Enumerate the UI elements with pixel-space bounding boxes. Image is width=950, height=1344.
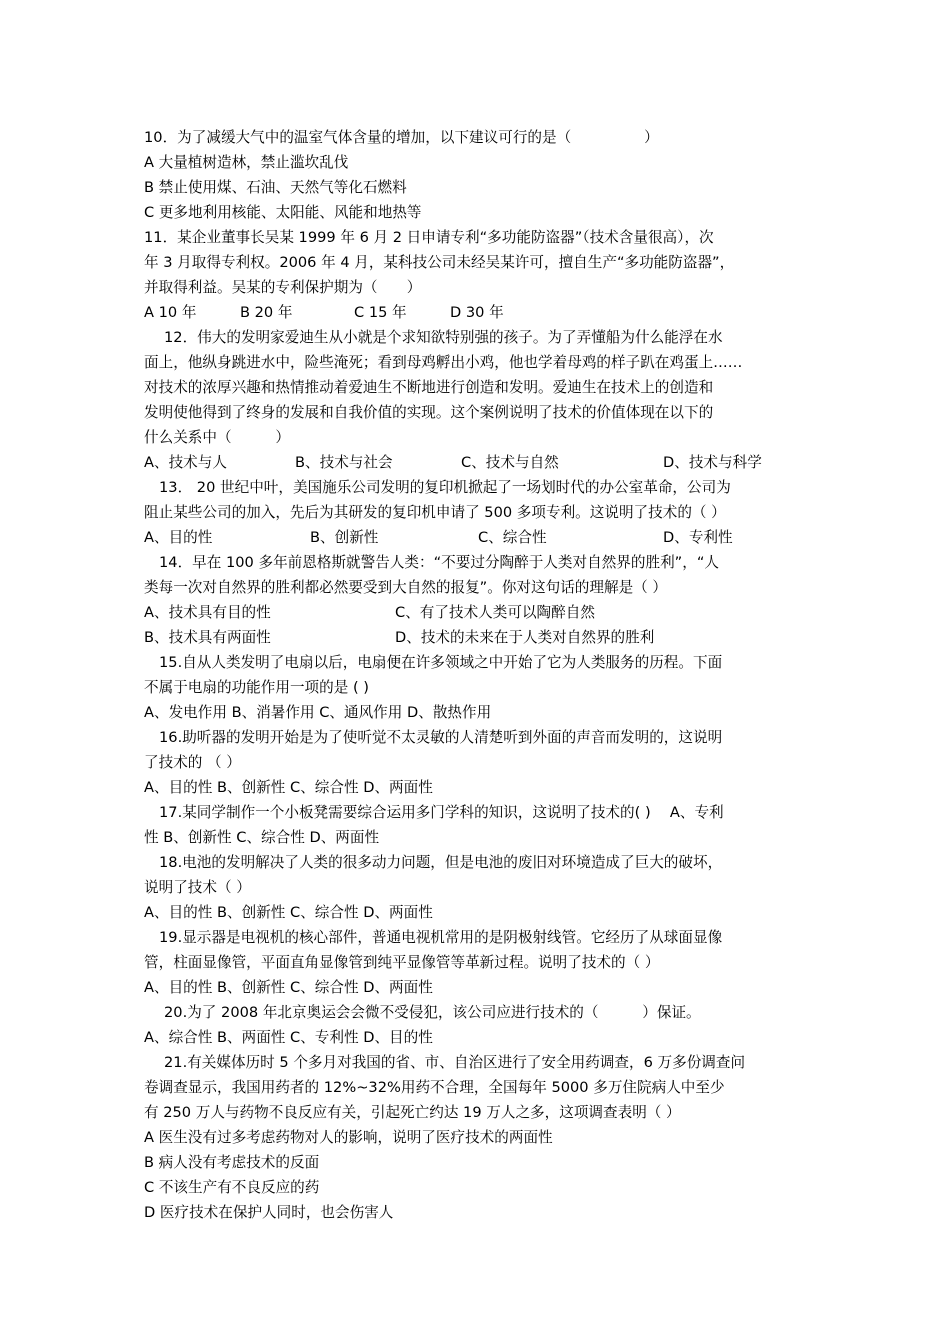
q10-option-c: C 更多地利用核能、太阳能、风能和地热等 [144, 204, 422, 221]
q12-option-b: B、技术与社会 [295, 454, 393, 471]
q21-line-2: 卷调查显示，我国用药者的 12%~32%用药不合理，全国每年 5000 多万住院病人中至少 [144, 1079, 725, 1096]
q14-option-c: C、有了技术人类可以陶醉自然 [395, 604, 595, 621]
q15-line-1: 15.自从人类发明了电扇以后，电扇便在许多领域之中开始了它为人类服务的历程。下面 [159, 654, 723, 671]
q13-option-d: D、专利性 [663, 529, 733, 546]
q15-options: A、发电作用 B、消暑作用 C、通风作用 D、散热作用 [144, 704, 492, 721]
q20-line-1: 20.为了 2008 年北京奥运会会微不受侵犯，该公司应进行技术的（ ）保证。 [164, 1004, 701, 1021]
q21-option-d: D 医疗技术在保护人同时，也会伤害人 [144, 1204, 394, 1221]
q14-line-1: 14．早在 100 多年前恩格斯就警告人类：“不要过分陶醉于人类对自然界的胜利”，“人 [159, 554, 719, 571]
q12-line-2: 面上，他纵身跳进水中，险些淹死；看到母鸡孵出小鸡，他也学着母鸡的样子趴在鸡蛋上…… [144, 354, 743, 371]
q18-line-1: 18.电池的发明解决了人类的很多动力问题，但是电池的废旧对环境造成了巨大的破坏， [159, 854, 723, 871]
q12-line-5: 什么关系中（ ） [144, 429, 290, 446]
q17-line-1: 17.某同学制作一个小板凳需要综合运用多门学科的知识，这说明了技术的( ) A、专利 [159, 804, 724, 821]
q12-option-d: D、技术与科学 [663, 454, 762, 471]
q12-line-1: 12．伟大的发明家爱迪生从小就是个求知欲特别强的孩子。为了弄懂船为什么能浮在水 [164, 329, 723, 346]
q12-option-a: A、技术与人 [144, 454, 227, 471]
q11-option-b: B 20 年 [240, 304, 293, 321]
q16-line-1: 16.助听器的发明开始是为了使听觉不太灵敏的人清楚听到外面的声音而发明的，这说明 [159, 729, 723, 746]
q13-line-1: 13． 20 世纪中叶，美国施乐公司发明的复印机掀起了一场划时代的办公室革命，公司为 [159, 479, 731, 496]
q11-line-3: 并取得利益。吴某的专利保护期为（ ） [144, 279, 422, 296]
q18-line-2: 说明了技术（ ） [144, 879, 251, 896]
q10-option-b: B 禁止使用煤、石油、天然气等化石燃料 [144, 179, 407, 196]
q11-option-a: A 10 年 [144, 304, 197, 321]
q11-option-d: D 30 年 [450, 304, 504, 321]
q21-line-3: 有 250 万人与药物不良反应有关，引起死亡约达 19 万人之多，这项调查表明（ ） [144, 1104, 681, 1121]
q15-line-2: 不属于电扇的功能作用一项的是 ( ) [144, 679, 369, 696]
q11-line-2: 年 3 月取得专利权。2006 年 4 月，某科技公司未经吴某许可，擅自生产“多功能防盗器”， [144, 254, 735, 271]
q17-line-2: 性 B、创新性 C、综合性 D、两面性 [144, 829, 380, 846]
q12-line-3: 对技术的浓厚兴趣和热情推动着爱迪生不断地进行创造和发明。爱迪生在技术上的创造和 [144, 379, 714, 396]
q12-option-c: C、技术与自然 [461, 454, 559, 471]
q13-option-a: A、目的性 [144, 529, 213, 546]
q14-line-2: 类每一次对自然界的胜利都必然要受到大自然的报复”。你对这句话的理解是（ ） [144, 579, 667, 596]
q13-line-2: 阻止某些公司的加入，先后为其研发的复印机申请了 500 多项专利。这说明了技术的（ ） [144, 504, 726, 521]
question-list [144, 125, 814, 1225]
q20-options: A、综合性 B、两面性 C、专利性 D、目的性 [144, 1029, 433, 1046]
q14-options-row-2 [144, 625, 814, 650]
q14-option-a: A、技术具有目的性 [144, 604, 271, 621]
q10-stem: 10．为了减缓大气中的温室气体含量的增加，以下建议可行的是（ ） [144, 129, 659, 146]
q16-options: A、目的性 B、创新性 C、综合性 D、两面性 [144, 779, 433, 796]
q21-option-b: B 病人没有考虑技术的反面 [144, 1154, 320, 1171]
q12-options [144, 450, 814, 475]
q13-options [144, 525, 814, 550]
q21-option-c: C 不该生产有不良反应的药 [144, 1179, 320, 1196]
q16-line-2: 了技术的 （ ） [144, 754, 241, 771]
q11-options [144, 300, 814, 325]
q19-options: A、目的性 B、创新性 C、综合性 D、两面性 [144, 979, 433, 996]
q13-option-b: B、创新性 [310, 529, 379, 546]
q12-line-4: 发明使他得到了终身的发展和自我价值的实现。这个案例说明了技术的价值体现在以下的 [144, 404, 714, 421]
q11-option-c: C 15 年 [354, 304, 407, 321]
q14-options-row-1 [144, 600, 814, 625]
q19-line-2: 管，柱面显像管，平面直角显像管到纯平显像管等革新过程。说明了技术的（ ） [144, 954, 660, 971]
q21-line-1: 21.有关媒体历时 5 个多月对我国的省、市、自治区进行了安全用药调查，6 万多份调查问 [164, 1054, 746, 1071]
q10-option-a: A 大量植树造林，禁止滥坎乱伐 [144, 154, 349, 171]
q18-options: A、目的性 B、创新性 C、综合性 D、两面性 [144, 904, 433, 921]
q14-option-b: B、技术具有两面性 [144, 629, 271, 646]
q21-option-a: A 医生没有过多考虑药物对人的影响，说明了医疗技术的两面性 [144, 1129, 553, 1146]
q11-line-1: 11．某企业董事长吴某 1999 年 6 月 2 日申请专利“多功能防盗器”（技术含量很高），次 [144, 229, 714, 246]
q19-line-1: 19.显示器是电视机的核心部件，普通电视机常用的是阴极射线管。它经历了从球面显像 [159, 929, 723, 946]
q14-option-d: D、技术的未来在于人类对自然界的胜利 [395, 629, 655, 646]
q13-option-c: C、综合性 [478, 529, 547, 546]
